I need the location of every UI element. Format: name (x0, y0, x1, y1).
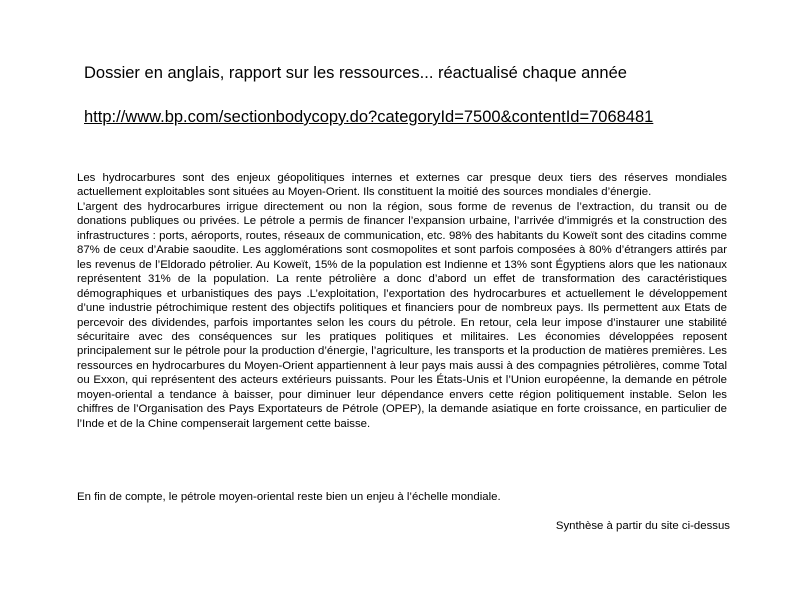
signature-text: Synthèse à partir du site ci-dessus (555, 520, 730, 532)
paragraph-main: L’argent des hydrocarbures irrigue directement ou non la région, sous forme de revenus de l’extraction, du transit ou de donations publiques ou privées. Le pétrole a permis de financer l’expansion urbaine, l’arrivée d’immigrés et la construction des infrastructures : ports, aéroports, routes, réseaux de communication, etc. 98% des habitants du Koweït sont des citadins comme 87% de ceux d’Arabie saoudite. Les agglomérations sont cosmopolites et sont parfois composées à 80% d’étrangers attirés par les revenus de l’Eldorado pétrolier. Au Koweït, 15% de la population est Indienne et 13% sont Égyptiens alors que les nationaux représentent 31% de la population. La rente pétrolière a donc d’abord un effet de transformation des caractéristiques démographiques et urbanistiques des pays .L’exploitation, l’exportation des hydrocarbures et actuellement le développement d’une industrie pétrochimique restent des objectifs politiques et financiers pour de nombreux pays. Ils permettent aux Etats de percevoir des dividendes, parfois importantes selon les cours du pétrole. En retour, cela leur impose d’instaurer une stabilité sécuritaire avec des conséquences sur les pratiques politiques et militaires. Les économies développées reposent principalement sur le pétrole pour la production d’énergie, l’agriculture, les transports et la production de matières premières. Les ressources en hydrocarbures du Moyen-Orient appartiennent à leur pays mais aussi à des compagnies pétrolières, comme Total ou Exxon, qui représentent des acteurs extérieurs puissants. Pour les États-Unis et l’Union européenne, la demande en pétrole moyen-oriental a tendance à baisser, pour diminuer leur dépendance envers cette région politiquement instable. Selon les chiffres de l’Organisation des Pays Exportateurs de Pétrole (OPEP), la demande asiatique en forte croissance, en particulier de l’Inde et de la Chine compenserait largement cette baisse. (77, 200, 727, 430)
page-title: Dossier en anglais, rapport sur les ressources... réactualisé chaque année (84, 64, 627, 82)
paragraph-intro: Les hydrocarbures sont des enjeux géopolitiques internes et externes car presque deux tiers des réserves mondiales actuellement exploitables sont situées au Moyen-Orient. Ils constituent la moitié des sources mondiales d’énergie. (77, 172, 727, 199)
source-link[interactable]: http://www.bp.com/sectionbodycopy.do?categoryId=7500&contentId=7068481 (84, 108, 654, 126)
conclusion-text: En fin de compte, le pétrole moyen-oriental reste bien un enjeu à l’échelle mondiale. (77, 491, 501, 503)
body-text (77, 171, 727, 431)
